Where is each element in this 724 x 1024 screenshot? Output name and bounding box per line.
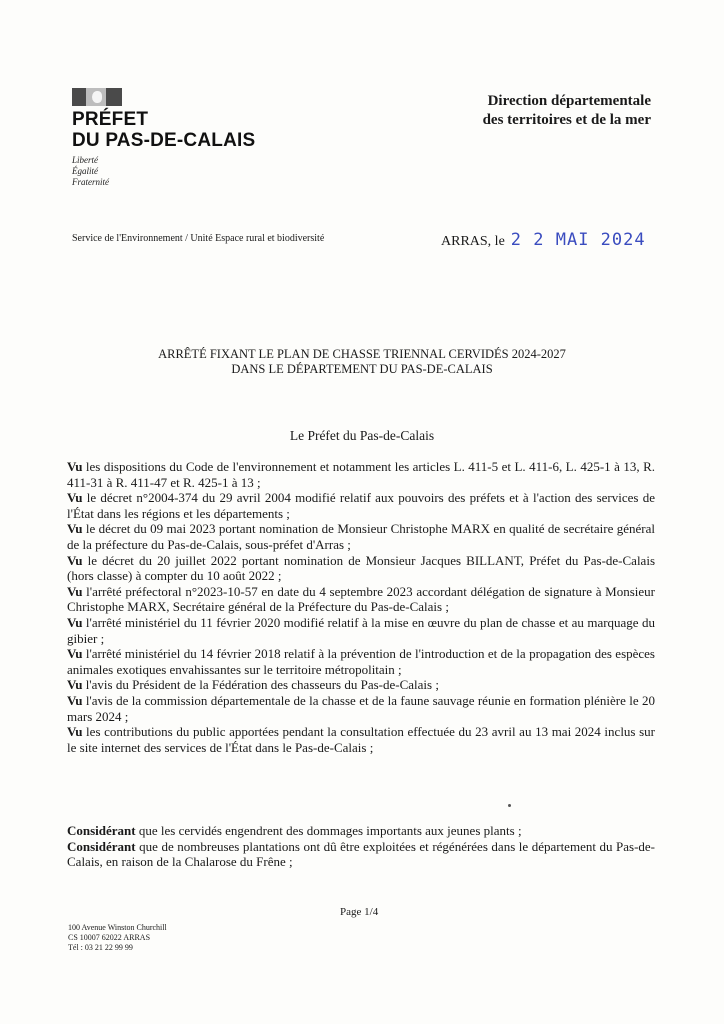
logo-line-prefet: PRÉFET	[72, 109, 149, 130]
address-phone: Tél : 03 21 22 99 99	[68, 943, 133, 952]
prefecture-logo	[72, 88, 292, 188]
visa-text: l'avis du Président de la Fédération des chasseurs du Pas-de-Calais ;	[82, 677, 439, 693]
direction-line-1: Direction départementale	[487, 93, 651, 109]
motto-liberte: Liberté	[72, 155, 98, 165]
visa-lead: Vu	[67, 583, 83, 599]
visa-lead: Vu	[67, 646, 83, 662]
prefet-heading: Le Préfet du Pas-de-Calais	[289, 428, 435, 443]
visa-lead: Vu	[67, 521, 83, 537]
decree-title-line-1: ARRÊTÉ FIXANT LE PLAN DE CHASSE TRIENNAL CERVIDÉS 2024-2027	[158, 347, 566, 361]
decree-title-line-2: DANS LE DÉPARTEMENT DU PAS-DE-CALAIS	[231, 362, 493, 376]
visa-lead: Vu	[67, 459, 83, 474]
visa-paragraph	[67, 521, 655, 552]
republic-motto	[72, 155, 292, 188]
visa-text: l'avis de la commission départementale de la chasse et de la faune sauvage réunie en formation plénière le 20 mars 2024 ;	[67, 692, 655, 724]
page-number: Page 1/4	[340, 906, 379, 918]
visa-paragraph	[67, 677, 655, 693]
visa-paragraph	[67, 584, 655, 615]
visa-text: le décret du 20 juillet 2022 portant nomination de Monsieur Jacques BILLANT, Préfet du Pas-de-Calais (hors classe) à compter du 10 août 2022 ;	[67, 552, 655, 584]
visa-paragraph	[67, 646, 655, 677]
considerant-lead: Considérant	[67, 823, 136, 838]
visa-text: le décret du 09 mai 2023 portant nomination de Monsieur Christophe MARX en qualité de secrétaire général de la préfecture du Pas-de-Calais, sous-préfet d'Arras ;	[67, 521, 655, 552]
date-prefix: ARRAS, le	[441, 234, 505, 249]
visa-lead: Vu	[67, 614, 83, 630]
visa-text: l'arrêté ministériel du 11 février 2020 modifié relatif à la mise en œuvre du plan de chasse et au marquage du gibier ;	[67, 614, 655, 646]
visa-paragraph	[67, 459, 655, 490]
visas-section	[67, 459, 655, 755]
visa-text: les dispositions du Code de l'environnement et notamment les articles L. 411-5 et L. 411-6, L. 425-1 à 13, R. 411-31 à R. 411-47 et R. 425-1 à 13 ;	[67, 459, 655, 490]
direction-heading	[483, 92, 651, 130]
date-stamp: 2 2 MAI 2024	[510, 230, 646, 250]
considerant-paragraph	[67, 823, 655, 839]
footer-address	[68, 923, 167, 953]
visa-paragraph	[67, 693, 655, 724]
logo-line-department: DU PAS-DE-CALAIS	[72, 130, 256, 151]
visa-paragraph	[67, 490, 655, 521]
visa-lead: Vu	[67, 552, 83, 568]
visa-text: le décret n°2004-374 du 29 avril 2004 modifié relatif aux pouvoirs des préfets et à l'action des services de l'État dans les régions et les départements ;	[67, 490, 655, 521]
considerant-text: que les cervidés engendrent des dommages importants aux jeunes plants ;	[135, 823, 522, 838]
direction-line-2: des territoires et de la mer	[482, 112, 651, 128]
considerant-lead: Considérant	[67, 838, 136, 854]
address-street: 100 Avenue Winston Churchill	[68, 923, 167, 932]
visa-lead: Vu	[67, 677, 83, 693]
visa-text: les contributions du public apportées pendant la consultation effectuée du 23 avril au 13 mai 2024 inclus sur le site internet des services de l'État dans le Pas-de-Calais ;	[67, 724, 655, 755]
address-city: CS 10007 62022 ARRAS	[68, 933, 151, 942]
date-line	[441, 230, 646, 250]
visa-paragraph	[67, 553, 655, 584]
decree-title	[0, 347, 724, 377]
considerant-paragraph	[67, 839, 655, 870]
visa-text: l'arrêté préfectoral n°2023-10-57 en date du 4 septembre 2023 accordant délégation de signature à Monsieur Christophe MARX, Secrétaire général de la Préfecture du Pas-de-Calais ;	[67, 583, 655, 615]
visa-text: l'arrêté ministériel du 14 février 2018 relatif à la prévention de l'introduction et de la propagation des espèces animales exotiques envahissantes sur le territoire métropolitain ;	[67, 646, 655, 677]
visa-lead: Vu	[67, 490, 83, 506]
scan-speck	[508, 804, 511, 807]
considerants-section	[67, 823, 655, 870]
considerant-text: que de nombreuses plantations ont dû être exploitées et régénérées dans le département du Pas-de-Calais, en raison de la Chalarose du Frêne ;	[67, 838, 655, 870]
motto-fraternite: Fraternité	[72, 177, 109, 187]
visa-lead: Vu	[67, 692, 83, 708]
marianne-logo-icon	[72, 88, 122, 106]
visa-lead: Vu	[67, 724, 83, 740]
service-line: Service de l'Environnement / Unité Espace rural et biodiversité	[72, 233, 325, 244]
visa-paragraph	[67, 615, 655, 646]
visa-paragraph	[67, 724, 655, 755]
motto-egalite: Égalité	[72, 166, 98, 176]
